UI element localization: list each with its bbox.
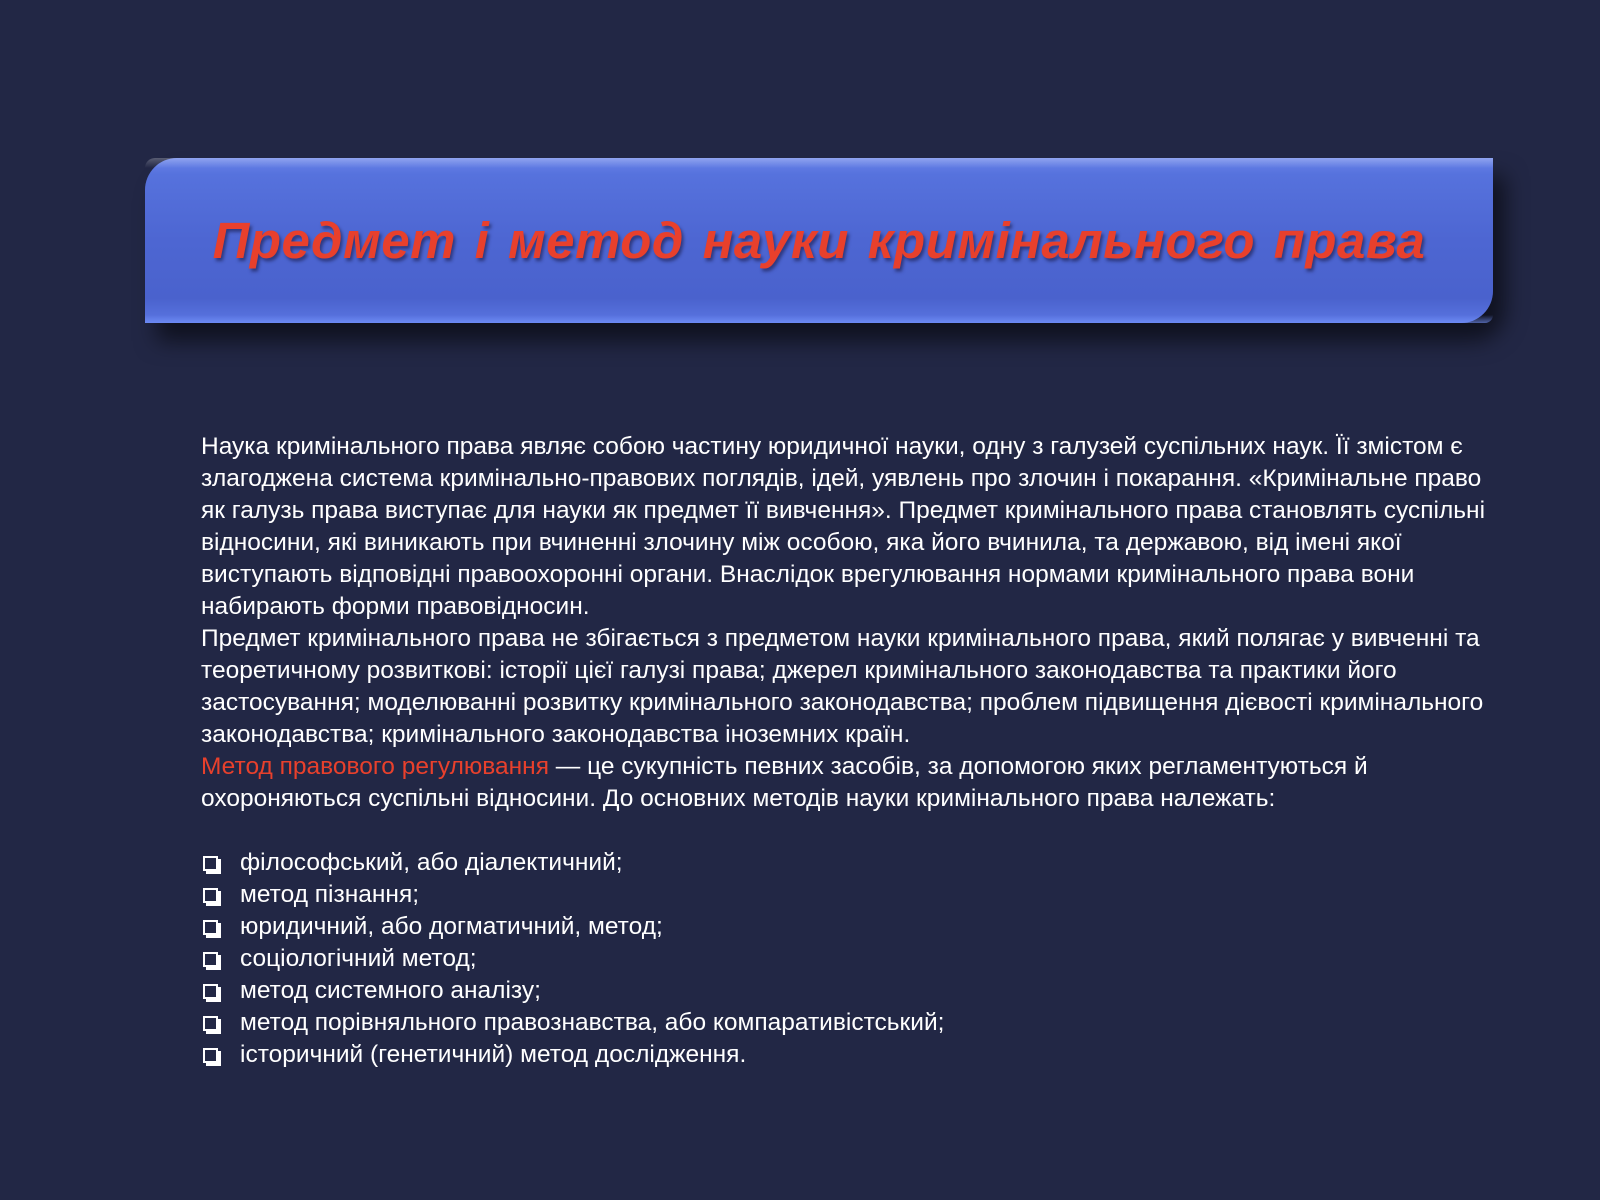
list-item-text: історичний (генетичний) метод дослідження. <box>240 1041 747 1068</box>
checkbox-square-icon <box>203 920 218 935</box>
list-item <box>201 1007 1491 1039</box>
list-item <box>201 1039 1491 1071</box>
paragraph-subject-of-science: Наука кримінального права являє собою частину юридичної науки, одну з галузей суспільних наук. Її змістом є злагоджена система кримінально-правових поглядів, ідей, уявлень про злочин і покарання. «Кримінальне право як галузь права виступає для науки як предмет її вивчення». Предмет кримінального права становлять суспільні відносини, які виникають при вчиненні злочину між особою, яка його вчинила, та державою, від імені якої виступають відповідні правоохоронні органи. Внаслідок врегулювання нормами кримінального права вони набирають форми правовідносин. <box>201 433 1486 620</box>
method-definition: — це сукупність певних засобів, за допомогою яких регламентуються й охороняються суспільні відносини. До основних методів науки кримінального права належать: <box>201 753 1368 812</box>
content-area <box>201 431 1491 1071</box>
list-item <box>201 943 1491 975</box>
list-item-text: метод порівняльного правознавства, або компаративістський; <box>240 1009 945 1036</box>
list-item-text: юридичний, або догматичний, метод; <box>240 913 663 940</box>
list-item-text: філософський, або діалектичний; <box>240 849 623 876</box>
list-item-text: метод системного аналізу; <box>240 977 541 1004</box>
checkbox-square-icon <box>203 984 218 999</box>
list-item <box>201 975 1491 1007</box>
checkbox-square-icon <box>203 888 218 903</box>
paragraph-subject-of-law: Предмет кримінального права не збігається з предметом науки кримінального права, який полягає у вивченні та теоретичному розвиткові: історії цієї галузі права; джерел кримінального законодавства та практики його застосування; моделюванні розвитку кримінального законодавства; проблем підвищення дієвості кримінального законодавства; кримінального законодавства іноземних країн. <box>201 625 1484 748</box>
checkbox-square-icon <box>203 952 218 967</box>
slide-title: Предмет і метод науки кримінального права <box>212 212 1426 269</box>
spacer <box>201 815 1491 847</box>
list-item <box>201 847 1491 879</box>
paragraph-method <box>201 751 1491 815</box>
checkbox-square-icon <box>203 1016 218 1031</box>
list-item-text: метод пізнання; <box>240 881 420 908</box>
checkbox-square-icon <box>203 856 218 871</box>
list-item-text: соціологічний метод; <box>240 945 477 972</box>
list-item <box>201 911 1491 943</box>
methods-list <box>201 847 1491 1071</box>
title-banner <box>145 158 1493 323</box>
list-item <box>201 879 1491 911</box>
method-term: Метод правового регулювання <box>201 753 549 780</box>
checkbox-square-icon <box>203 1048 218 1063</box>
